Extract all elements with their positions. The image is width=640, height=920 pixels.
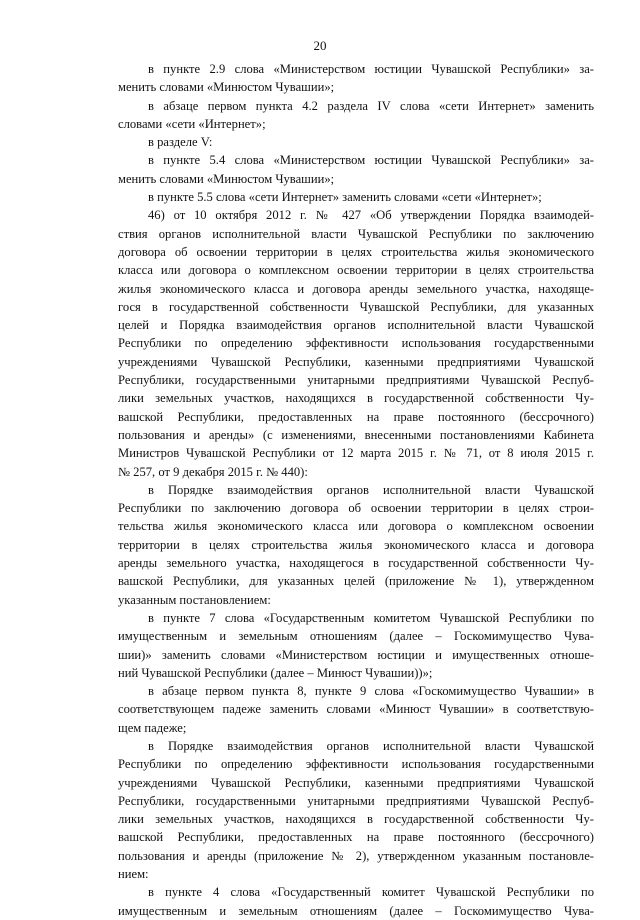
text-line: Республики, государственными унитарными предприятиями Чувашской Респуб-: [118, 373, 594, 388]
text-line: 46) от 10 октября 2012 г. № 427 «Об утверждении Порядка взаимодей-: [148, 208, 594, 223]
document-body: [118, 60, 594, 920]
text-line: в пункте 5.5 слова «сети Интернет» заменить словами «сети «Интернет»;: [148, 190, 542, 205]
text-line: гося в государственной собственности Чувашской Республики, для указанных: [118, 299, 594, 314]
text-line: щем падеже;: [118, 720, 187, 735]
text-line: менить словами «Минюстом Чувашии»;: [118, 171, 335, 186]
text-line: учреждениями Чувашской Республики, казенными предприятиями Чувашской: [118, 775, 594, 790]
text-line: ствия органов исполнительной власти Чувашской Республики по заключению: [118, 226, 594, 241]
text-line: лики земельных участков, находящихся в государственной собственности Чу-: [118, 812, 594, 827]
text-line: нием:: [118, 867, 149, 882]
text-line: в Порядке взаимодействия органов исполнительной власти Чувашской: [148, 738, 594, 753]
text-line: Республики по определению эффективности использования государственными: [118, 757, 594, 772]
text-line: аренды земельного участка, находящегося в государственной собственности Чу-: [118, 556, 594, 571]
text-line: имущественным и земельным отношениям (далее – Госкомимущество Чува-: [118, 903, 594, 918]
text-line: учреждениями Чувашской Республики, казенными предприятиями Чувашской: [118, 354, 594, 369]
text-line: лики земельных участков, находящихся в государственной собственности Чу-: [118, 391, 594, 406]
text-line: ний Чувашской Республики (далее – Минюст Чувашии))»;: [118, 665, 433, 680]
text-line: территории в целях строительства жилья экономического класса и договора: [118, 537, 594, 552]
text-line: Министров Чувашской Республики от 12 марта 2015 г. № 71, от 8 июля 2015 г.: [118, 446, 594, 461]
text-line: в пункте 2.9 слова «Министерством юстиции Чувашской Республики» за-: [148, 62, 594, 76]
text-line: имущественным и земельным отношениям (далее – Госкомимущество Чува-: [118, 629, 594, 644]
page-number: 20: [313, 38, 327, 53]
text-line: договора об освоении территории в целях строительства жилья экономического: [118, 244, 594, 259]
text-line: в пункте 4 слова «Государственный комитет Чувашской Республики по: [148, 885, 594, 900]
text-line: в абзаце первом пункта 8, пункте 9 слова «Госкомимущество Чувашии» в: [148, 684, 594, 699]
text-line: пользования и аренды» (с изменениями, внесенными постановлениями Кабинета: [118, 427, 594, 442]
text-line: соответствующем падеже заменить словами «Минюст Чувашии» в соответствую-: [118, 702, 594, 717]
text-line: тельства жилья экономического класса или договора о комплексном освоении: [118, 519, 594, 534]
text-line: № 257, от 9 декабря 2015 г. № 440):: [118, 464, 308, 479]
text-line: Республики по определению эффективности использования государственными: [118, 336, 594, 351]
text-line: в Порядке взаимодействия органов исполнительной власти Чувашской: [148, 482, 594, 497]
text-line: вашской Республики, предоставленных на праве постоянного (бессрочного): [118, 830, 594, 845]
text-line: жилья экономического класса и договора аренды земельного участка, находяще-: [118, 281, 594, 296]
text-line: Республики, государственными унитарными предприятиями Чувашской Респуб-: [118, 793, 594, 808]
text-line: вашской Республики, для указанных целей (приложение № 1), утвержденном: [118, 574, 594, 589]
text-line: в абзаце первом пункта 4.2 раздела IV слова «сети Интернет» заменить: [148, 98, 594, 113]
text-line: вашской Республики, предоставленных на праве постоянного (бессрочного): [118, 409, 594, 424]
text-line: пользования и аренды (приложение № 2), утвержденном указанным постановле-: [118, 848, 594, 863]
text-line: Республики по заключению договора об освоении территории в целях строи-: [118, 501, 594, 516]
text-line: в пункте 5.4 слова «Министерством юстиции Чувашской Республики» за-: [148, 153, 594, 168]
text-line: целей и Порядка взаимодействия органов исполнительной власти Чувашской: [118, 318, 594, 333]
text-line: словами «сети «Интернет»;: [118, 116, 266, 131]
text-line: в разделе V:: [148, 135, 213, 150]
text-line: менить словами «Минюстом Чувашии»;: [118, 80, 335, 95]
text-line: класса или договора о комплексном освоении территории в целях строительства: [118, 263, 594, 278]
text-line: шии)» заменить словами «Министерством юстиции и имущественных отноше-: [118, 647, 594, 662]
text-line: в пункте 7 слова «Государственным комитетом Чувашской Республики по: [148, 610, 594, 625]
text-line: указанным постановлением:: [118, 592, 271, 607]
